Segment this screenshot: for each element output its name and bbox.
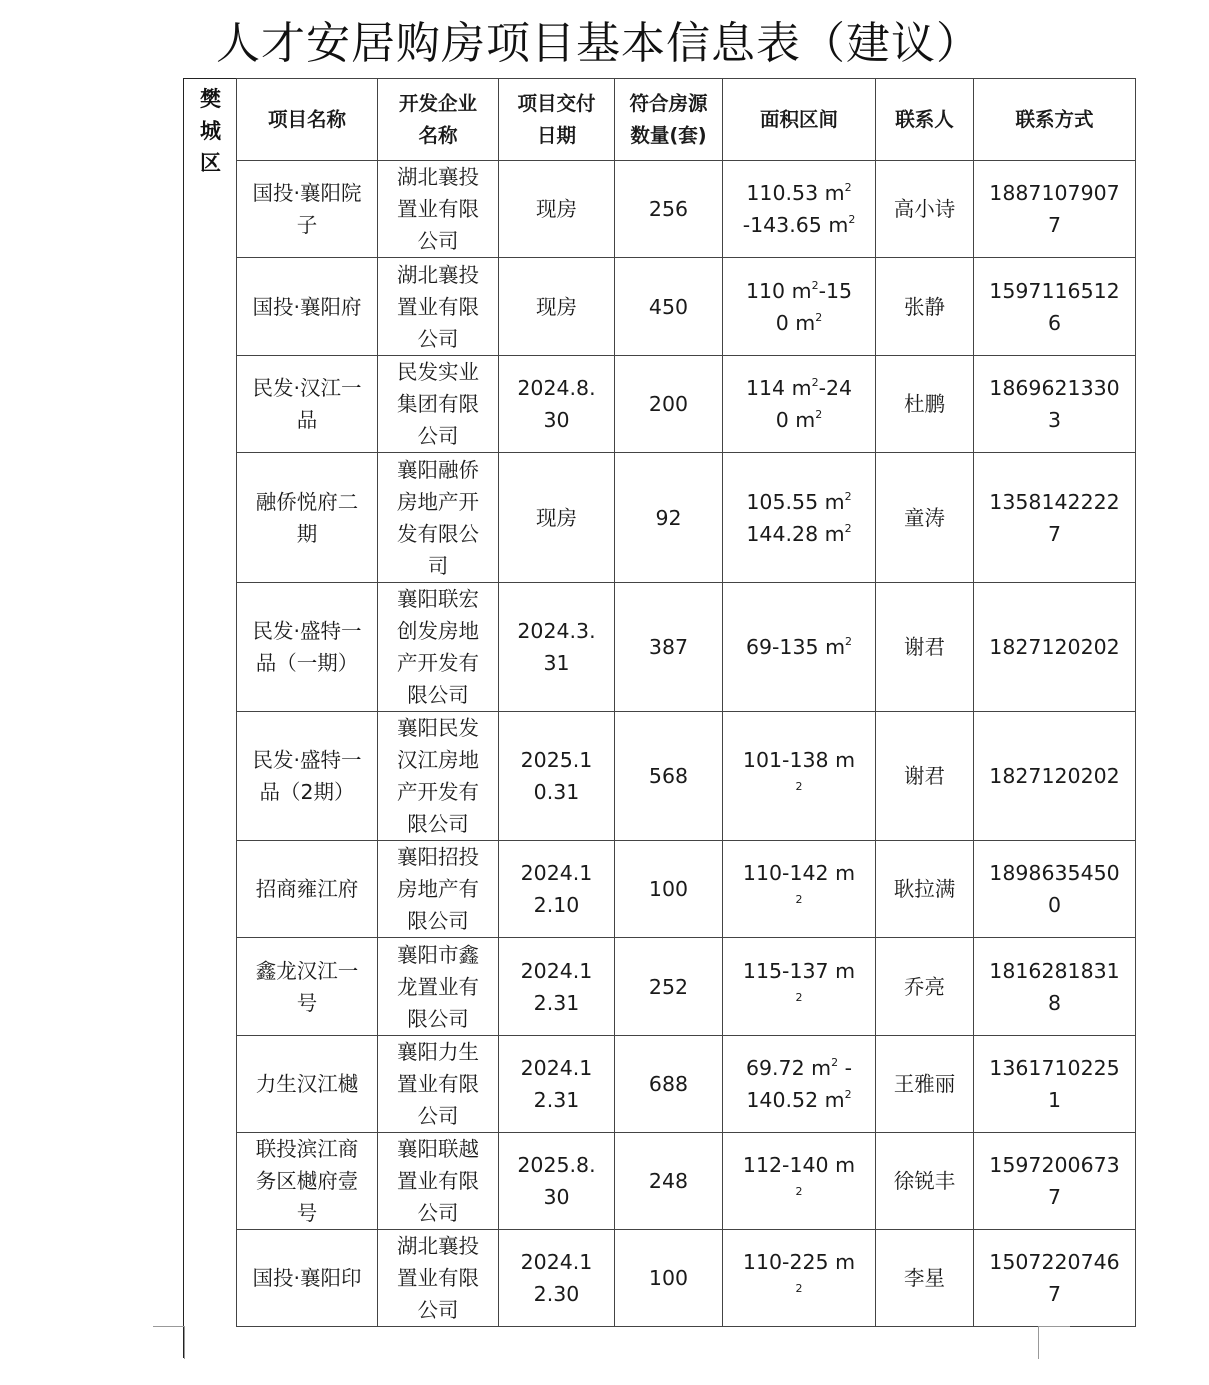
superscript-2: 2 [795, 990, 803, 1004]
contact-cell: 李星 [876, 1230, 974, 1327]
table-row [237, 356, 1136, 453]
superscript-2: 2 [844, 489, 852, 503]
delivery-date-cell: 现房 [499, 161, 615, 258]
units-cell: 688 [615, 1036, 723, 1133]
area-range-cell: 110.53 $m^2$ -143.65 $m^2$ [723, 161, 876, 258]
contact-cell: 杜鹏 [876, 356, 974, 453]
developer-cell: 襄阳力生置业有限公司 [378, 1036, 499, 1133]
header-phone: 联系方式 [974, 79, 1136, 161]
units-cell: 450 [615, 258, 723, 356]
contact-cell: 童涛 [876, 453, 974, 583]
phone-cell: 18986354500 [974, 841, 1136, 938]
area-range-cell: 114 $m^2-240$ $m^2$ [723, 356, 876, 453]
delivery-date-cell: 2024.12.31 [499, 1036, 615, 1133]
page-corner-mark-right-v [1038, 1326, 1039, 1359]
page-corner-mark-right-h [1038, 1326, 1070, 1327]
contact-cell: 徐锐丰 [876, 1133, 974, 1230]
page-title: 人才安居购房项目基本信息表（建议） [216, 18, 981, 69]
project-name-cell: 民发·盛特一品（2期） [237, 712, 378, 841]
project-name-cell: 力生汉江樾 [237, 1036, 378, 1133]
developer-cell: 襄阳联宏创发房地产开发有限公司 [378, 583, 499, 712]
delivery-date-cell: 2025.10.31 [499, 712, 615, 841]
header-developer: 开发企业名称 [378, 79, 499, 161]
table-row [237, 1230, 1136, 1327]
superscript-2: 2 [815, 310, 823, 324]
superscript-2: 2 [844, 521, 852, 535]
header-area-range: 面积区间 [723, 79, 876, 161]
project-table [236, 78, 1136, 1327]
units-cell: 92 [615, 453, 723, 583]
superscript-2: 2 [815, 408, 823, 421]
table-row [237, 258, 1136, 356]
district-label: 樊 城 区 [200, 87, 221, 175]
page-corner-mark-left-h [153, 1326, 185, 1327]
table-row [237, 161, 1136, 258]
phone-cell: 13617102251 [974, 1036, 1136, 1133]
delivery-date-cell: 2024.8.30 [499, 356, 615, 453]
header-delivery-date: 项目交付日期 [499, 79, 615, 161]
superscript-2: 2 [845, 635, 853, 648]
phone-cell: 15971165126 [974, 258, 1136, 356]
superscript-2: 2 [811, 376, 819, 389]
phone-cell: 1827120202 [974, 712, 1136, 841]
area-range-cell: 110-225 $m^2$ [723, 1230, 876, 1327]
developer-cell: 襄阳联越置业有限公司 [378, 1133, 499, 1230]
superscript-2: 2 [844, 181, 852, 194]
project-name-cell: 国投·襄阳府 [237, 258, 378, 356]
project-name-cell: 鑫龙汉江一号 [237, 938, 378, 1036]
contact-cell: 高小诗 [876, 161, 974, 258]
delivery-date-cell: 2025.8.30 [499, 1133, 615, 1230]
units-cell: 100 [615, 1230, 723, 1327]
phone-cell: 15972006737 [974, 1133, 1136, 1230]
project-name-cell: 民发·盛特一品（一期） [237, 583, 378, 712]
contact-cell: 谢君 [876, 712, 974, 841]
page-corner-mark-left-v [184, 1326, 185, 1359]
superscript-2: 2 [795, 893, 803, 906]
area-range-cell: 101-138 $m^2$ [723, 712, 876, 841]
developer-cell: 襄阳民发汉江房地产开发有限公司 [378, 712, 499, 841]
table-row [237, 712, 1136, 841]
area-range-cell: 69-135 $m^2$ [723, 583, 876, 712]
area-range-cell: 110 $m^2-150$ $m^2$ [723, 258, 876, 356]
developer-cell: 民发实业集团有限公司 [378, 356, 499, 453]
table-header-row [237, 79, 1136, 161]
table-row [237, 841, 1136, 938]
delivery-date-cell: 2024.12.31 [499, 938, 615, 1036]
contact-cell: 乔亮 [876, 938, 974, 1036]
phone-cell: 1827120202 [974, 583, 1136, 712]
contact-cell: 谢君 [876, 583, 974, 712]
developer-cell: 湖北襄投置业有限公司 [378, 1230, 499, 1327]
district-column [183, 78, 236, 1358]
superscript-2: 2 [844, 1088, 852, 1101]
project-name-cell: 联投滨江商务区樾府壹号 [237, 1133, 378, 1230]
superscript-2: 2 [795, 780, 803, 793]
developer-cell: 襄阳市鑫龙置业有限公司 [378, 938, 499, 1036]
developer-cell: 襄阳招投房地产有限公司 [378, 841, 499, 938]
delivery-date-cell: 现房 [499, 453, 615, 583]
phone-cell: 18696213303 [974, 356, 1136, 453]
header-contact: 联系人 [876, 79, 974, 161]
project-name-cell: 国投·襄阳院子 [237, 161, 378, 258]
area-range-cell: 69.72 $m^2$ -140.52 $m^2$ [723, 1036, 876, 1133]
superscript-2: 2 [795, 1282, 803, 1295]
units-cell: 568 [615, 712, 723, 841]
area-range-cell: 115-137 $m^2$ [723, 938, 876, 1036]
table-row [237, 1036, 1136, 1133]
table-row [237, 583, 1136, 712]
project-name-cell: 招商雍江府 [237, 841, 378, 938]
superscript-2: 2 [811, 278, 819, 292]
phone-cell: 13581422227 [974, 453, 1136, 583]
units-cell: 200 [615, 356, 723, 453]
units-cell: 248 [615, 1133, 723, 1230]
delivery-date-cell: 现房 [499, 258, 615, 356]
developer-cell: 湖北襄投置业有限公司 [378, 161, 499, 258]
superscript-2: 2 [795, 1185, 803, 1198]
table-row [237, 938, 1136, 1036]
area-range-cell: 112-140 $m^2$ [723, 1133, 876, 1230]
area-range-cell: 110-142 $m^2$ [723, 841, 876, 938]
header-units: 符合房源数量(套) [615, 79, 723, 161]
superscript-2: 2 [831, 1056, 839, 1069]
area-range-cell: 105.55 $m^2$ 144.28 $m^2$ [723, 453, 876, 583]
contact-cell: 张静 [876, 258, 974, 356]
contact-cell: 王雅丽 [876, 1036, 974, 1133]
units-cell: 387 [615, 583, 723, 712]
contact-cell: 耿拉满 [876, 841, 974, 938]
units-cell: 100 [615, 841, 723, 938]
units-cell: 256 [615, 161, 723, 258]
project-name-cell: 国投·襄阳印 [237, 1230, 378, 1327]
project-name-cell: 民发·汉江一品 [237, 356, 378, 453]
delivery-date-cell: 2024.3.31 [499, 583, 615, 712]
table-row [237, 453, 1136, 583]
developer-cell: 襄阳融侨房地产开发有限公司 [378, 453, 499, 583]
phone-cell: 18162818318 [974, 938, 1136, 1036]
delivery-date-cell: 2024.12.10 [499, 841, 615, 938]
header-project-name: 项目名称 [237, 79, 378, 161]
phone-cell: 18871079077 [974, 161, 1136, 258]
delivery-date-cell: 2024.12.30 [499, 1230, 615, 1327]
phone-cell: 15072207467 [974, 1230, 1136, 1327]
table-row [237, 1133, 1136, 1230]
units-cell: 252 [615, 938, 723, 1036]
project-name-cell: 融侨悦府二期 [237, 453, 378, 583]
superscript-2: 2 [848, 213, 856, 226]
developer-cell: 湖北襄投置业有限公司 [378, 258, 499, 356]
